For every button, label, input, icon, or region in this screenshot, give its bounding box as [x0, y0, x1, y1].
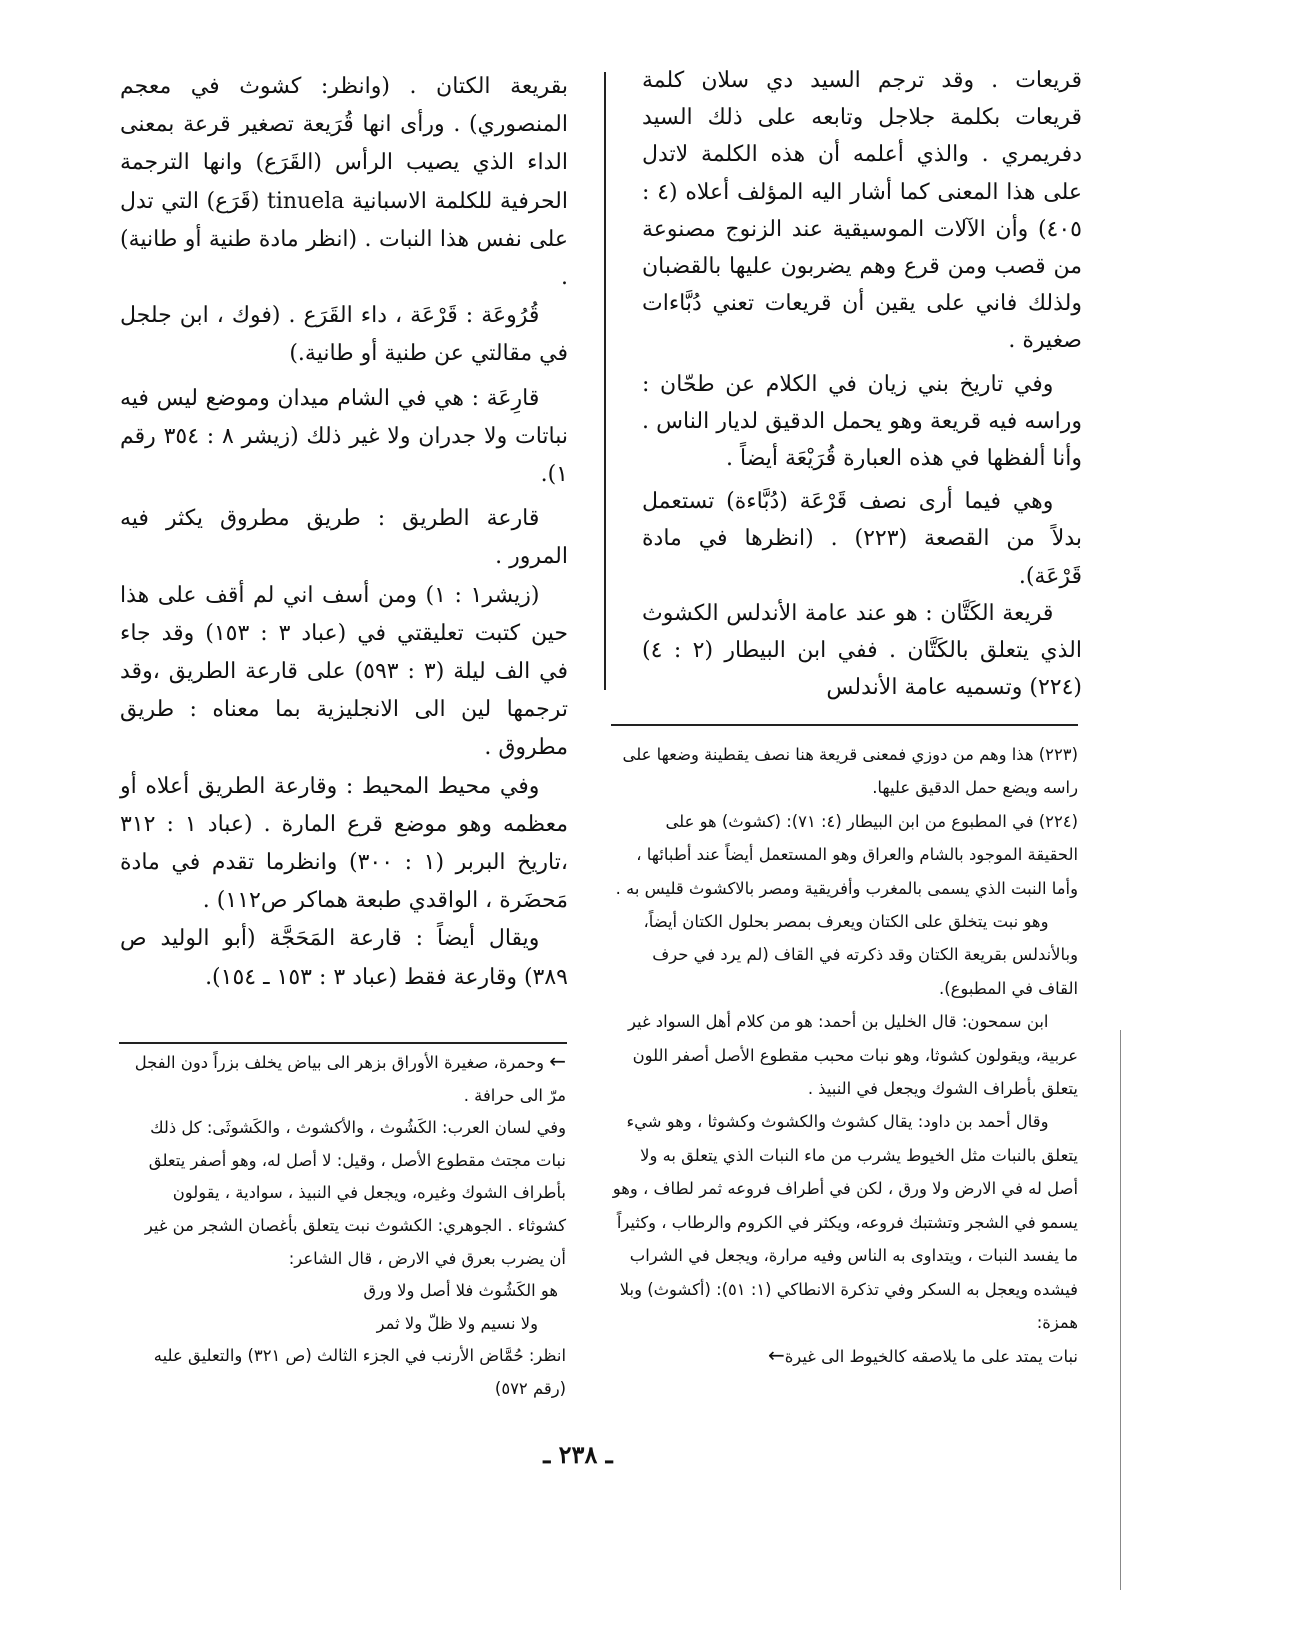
paragraph: بقريعة الكتان . (وانظر: كشوث في معجم المنصوري) . ورأى انها قُرَيعة تصغير قرعة بمعنى الداء الذي يصيب الرأس (القَرَع) وانها الترجمة الحرفية للكلمة الاسبانية tinuela (قَرَع) التي تدل على نفس هذا النبات . (انظر مادة طنية أو طانية) .: [120, 74, 568, 291]
footnote: (٢٢٤) في المطبوع من ابن البيطار (٤: ٧١): (كشوث) هو على الحقيقة الموجود بالشام والعراق وهو المستعمل أيضاً عند أطبائها ، وأما النبت الذي يسمى بالمغرب وأفريقية ومصر بالاكشوث قليس به .: [615, 811, 1078, 898]
verse-line: ولا نسيم ولا ظلّ ولا ثمر: [376, 1313, 538, 1333]
footnote: [612, 1339, 1078, 1373]
column-divider: [604, 72, 606, 690]
paragraph: وفي تاريخ بني زيان في الكلام عن طحّان : وراسه فيه قريعة وهو يحمل الدقيق لديار الناس . وأنا ألفظها في هذه العبارة قُرَيْعَة أيضاً .: [642, 371, 1082, 472]
continue-arrow-icon: ←: [767, 1343, 785, 1368]
footnote: وقال أحمد بن داود: يقال كشوث والكشوث وكشوثا ، وهو شيء يتعلق بالنبات مثل الخيوط يشرب من ماء النبات الذي يتعلق به ولا أصل له في الارض ولا ورق ، لكن في أطراف فروعه ثمر لطاف ، وهو يسمو في الشجر وتشتبك فروعه، ويكثر في الكروم والرطاب ، وكثيراً ما يفسد النبات ، ويتداوى به الناس وفيه مرارة، ويجعل في الشراب فيشده ويعجل به السكر وفي تذكرة الانطاكي (١: ٥١): (أكشوث) وبلا همزة:: [612, 1112, 1078, 1332]
footnote: [128, 1045, 566, 1112]
footnote: انظر: حُمَّاض الأرنب في الجزء الثالث (ص ٣٢١) والتعليق عليه (رقم ٥٧٢): [153, 1346, 566, 1398]
paragraph: قُرُوعَة : قَرْعَة ، داء القَرَع . (فوك ، ابن جلجل في مقالتي عن طنية أو طانية.): [120, 303, 568, 367]
footnote: وفي لسان العرب: الكَشُوث ، والأكشوث ، والكَشوثَى: كل ذلك نبات مجتث مقطوع الأصل ، وقيل: لا أصل له، وهو أصفر يتعلق بأطراف الشوك وغيره، ويجعل في النبيذ ، سوادية ، يقولون كشوثاء . الجوهري: الكشوث نبت يتعلق بأغصان الشجر من غير أن يضرب بعرق في الارض ، قال الشاعر:: [144, 1118, 566, 1268]
paragraph: قارِعَة : هي في الشام ميدان وموضع ليس فيه نباتات ولا جدران ولا غير ذلك (زيشر ٨ : ٣٥٤ رقم ١).: [120, 385, 568, 488]
footnote: ابن سمحون: قال الخليل بن أحمد: هو من كلام أهل السواد غير عربية، ويقولون كشوثا، وهو نبات محبب مقطوع الأصل أصفر اللون يتعلق بأطراف الشوك ويجعل في النبيذ .: [628, 1012, 1078, 1099]
verse-line: هو الكَشُوث فلا أصل ولا ورق: [363, 1281, 558, 1301]
scan-edge-line: [1120, 1030, 1121, 1590]
paragraph: وهي فيما أرى نصف قَرْعَة (دُبَّاءة) تستعمل بدلاً من القصعة (٢٢٣) . (انظرها في مادة قَرْعَة).: [642, 489, 1082, 589]
footnotes-left: [128, 1045, 566, 1406]
footnote: (٢٢٣) هذا وهم من دوزي فمعنى قريعة هنا نصف يقطينة وضعها على راسه ويضع حمل الدقيق عليها.: [622, 745, 1078, 798]
footnote-separator: [119, 1042, 567, 1044]
footnote: وهو نبت يتخلق على الكتان ويعرف بمصر بحلول الكتان أيضاً، وبالأندلس بقريعة الكتان وقد ذكرته في القاف (لم يرد في حرف القاف في المطبوع).: [643, 912, 1078, 998]
paragraph: قارعة الطريق : طريق مطروق يكثر فيه المرور .: [120, 506, 568, 570]
main-column-right: [642, 62, 1082, 706]
paragraph: قريعة الكَتَّان : هو عند عامة الأندلس الكشوث الذي يتعلق بالكَتَّان . ففي ابن البيطار (٢ : ٤)(٢٢٤) وتسميه عامة الأندلس: [642, 600, 1082, 701]
footnote-continuation-text: نبات يمتد على ما يلاصقه كالخيوط الى غيرة: [784, 1347, 1078, 1367]
footnotes-right: [612, 738, 1078, 1374]
paragraph: قريعات . وقد ترجم السيد دي سلان كلمة قريعات بكلمة جلاجل وتابعه على ذلك السيد دفريمري . والذي أعلمه أن هذه الكلمة لاتدل على هذا المعنى كما أشار اليه المؤلف أعلاه (٤ : ٤٠٥) وأن الآلات الموسيقية عند الزنوج مصنوعة من قصب ومن قرع وهم يضربون عليها بالقضبان ولذلك فاني على يقين أن قريعات تعني دُبَّاءات صغيرة .: [642, 68, 1083, 354]
paragraph: ويقال أيضاً : قارعة المَحَجَّة (أبو الوليد ص ٣٨٩) وقارعة فقط (عباد ٣ : ١٥٣ ـ ١٥٤).: [120, 926, 568, 990]
footnote-continuation-text: وحمرة، صغيرة الأوراق بزهر الى بياض يخلف بزراً دون الفجل مرّ الى حرافة .: [134, 1053, 566, 1105]
footnote-separator: [611, 724, 1078, 726]
main-column-left: [120, 68, 568, 997]
paragraph: وفي محيط المحيط : وقارعة الطريق أعلاه أو معظمه وهو موضع قرع المارة . (عباد ١ : ٣١٢ ،تاريخ البربر (١ : ٣٠٠) وانظرما تقدم في مادة مَحضَرة ، الواقدي طبعة هماكر ص١١٢) .: [120, 773, 568, 914]
continue-arrow-icon: ←: [549, 1049, 566, 1073]
paragraph: (زيشر١ : ١) ومن أسف اني لم أقف على هذا حين كتبت تعليقتي في (عباد ٣ : ١٥٣) وقد جاء في الف ليلة (٣ : ٥٩٣) على قارعة الطريق ،وقد ترجمها لين الى الانجليزية بما معناه : طريق مطروق .: [120, 582, 568, 761]
page-number: ـ ٢٣٨ ـ: [543, 1440, 613, 1469]
